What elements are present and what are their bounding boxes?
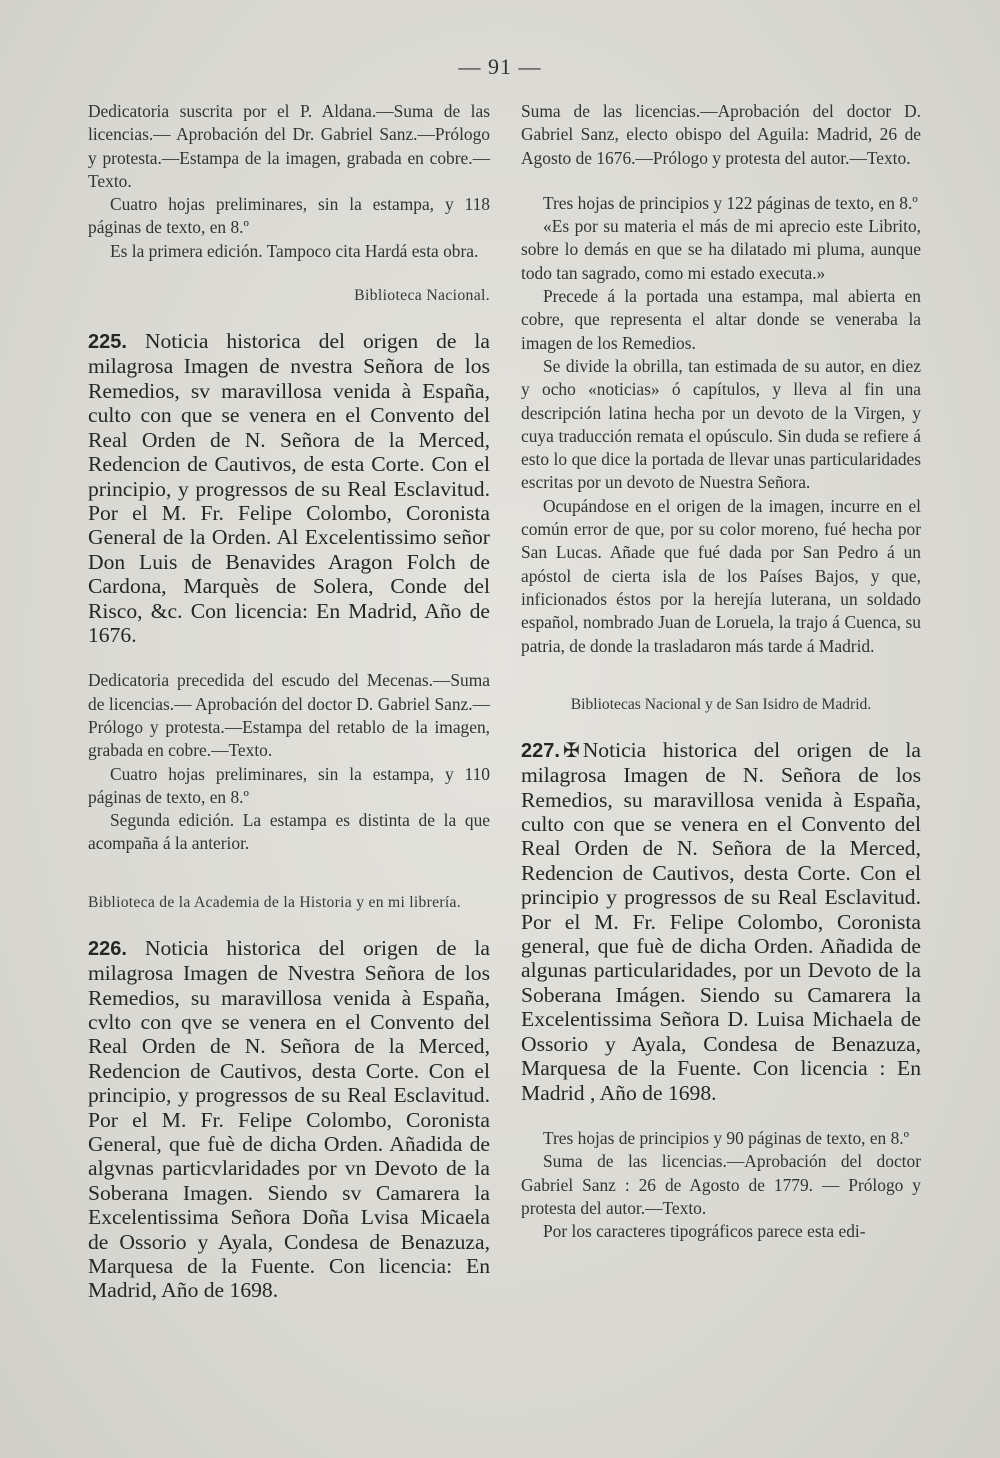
entry-225-title [88, 329, 490, 647]
description-paragraph: Por los caracteres tipográficos parece esta edi- [543, 1221, 866, 1242]
library-location: Biblioteca Nacional. [354, 287, 490, 305]
page-number: — 91 — [458, 54, 542, 79]
entry-title-text: Noticia historica del origen de la milagrosa Imagen de Nvestra Señora de los Remedios, su maravillosa venida à España, cvlto con qve se venera en el Convento del Real Orden de N. Señora de la Merced, Redencion de Cautivos, desta Corte. Con el principio, y progressos de su Real Esclavitud. Por el M. Fr. Felipe Colombo, Coronista General, que fuè de dicha Orden. Añadida de algvnas particvlaridades por vn Devoto de la Soberana Imagen. Siendo sv Camarera la Excelentissima Señora Doña Lvisa Micaela de Ossorio y Ayala, Condesa de Benazuza, Marquesa de la Fuente. Con licencia: En Madrid, Año de 1698. [88, 935, 490, 1303]
entry-226-title [88, 936, 490, 1303]
description-paragraph: Es la primera edición. Tampoco cita Hardá esta obra. [110, 240, 479, 261]
description-paragraph: Segunda edición. La estampa es distinta de la que acompaña á la anterior. [88, 810, 490, 854]
description-paragraph: Precede á la portada una estampa, mal abierta en cobre, que representa el altar donde se veneraba la imagen de los Remedios. [521, 286, 921, 353]
entry-number: 225. [88, 331, 127, 354]
description-paragraph: Dedicatoria precedida del escudo del Mecenas.—Suma de licencias.— Aprobación del doctor D. Gabriel Sanz.—Prólogo y protesta.—Estampa del retablo de la imagen, grabada en cobre.—Texto. [88, 670, 490, 761]
description-paragraph: Tres hojas de principios y 90 páginas de texto, en 8.º [543, 1127, 910, 1148]
description-paragraph: Cuatro hojas preliminares, sin la estampa, y 118 páginas de texto, en 8.º [88, 194, 490, 238]
description-paragraph: Dedicatoria suscrita por el P. Aldana.—Suma de las licencias.— Aprobación del Dr. Gabriel Sanz.—Prólogo y protesta.—Estampa de la imagen, grabada en cobre.—Texto. [88, 101, 490, 191]
description-paragraph: Suma de las licencias.—Aprobación del doctor D. Gabriel Sanz, electo obispo del Aguila: Madrid, 26 de Agosto de 1676.—Prólogo y protesta del autor.—Texto. [521, 101, 921, 168]
left-column [88, 100, 490, 1303]
description-paragraph: Se divide la obrilla, tan estimada de su autor, en diez y ocho «noticias» ó capítulos, y lleva al fin una descripción latina hecha por un devoto de la Virgen, y cuya traducción remata el opúsculo. Sin duda se refiere á esto lo que dice la portada de llevar unas particularidades escritas por un devoto de Nuestra Señora. [521, 355, 921, 493]
description-paragraph: Ocupándose en el origen de la imagen, incurre en el común error de que, por su color moreno, fué hecha por San Lucas. Añade que fué dada por San Pedro á un apóstol de cierta isla de los Países Bajos, y que, inficionados éstos por la herejía luterana, un soldado español, nombrado Juan de Loruela, la trajo á Cuenca, su patria, de donde la trasladaron más tarde á Madrid. [521, 495, 921, 656]
description-paragraph: Cuatro hojas preliminares, sin la estampa, y 110 páginas de texto, en 8.º [88, 763, 490, 807]
entry-number: 226. [88, 937, 127, 960]
description-paragraph: Suma de las licencias.—Aprobación del doctor Gabriel Sanz : 26 de Agosto de 1779. — Prólogo y protesta del autor.—Texto. [521, 1151, 921, 1218]
entry-title-text: Noticia historica del origen de la milagrosa Imagen de N. Señora de los Remedios, su maravillosa venida à España, culto con que se venera en el Convento del Real Orden de N. Señora de la Merced, Redencion de Cautivos, desta Corte. Con el principio y progressos de su Real Esclavitud. Por el M. Fr. Felipe Colombo, Coronista general, que fuè de dicha Orden. Añadida de algunas particularidades, por un Devoto de la Soberana Imágen. Siendo su Camarera la Excelentissima Señora D. Luisa Michaela de Ossorio y Ayala, Condesa de Benazuza, Marquesa de la Fuente. Con licencia : En Madrid , Año de 1698. [521, 737, 921, 1105]
entry-number: 227. [521, 739, 560, 762]
entry-227-title [521, 738, 921, 1105]
description-paragraph: Tres hojas de principios y 122 páginas de texto, en 8.º [543, 192, 918, 213]
cross-icon: ✠ [562, 739, 580, 762]
right-column [521, 100, 921, 1243]
library-location: Biblioteca de la Academia de la Historia y en mi librería. [88, 893, 461, 911]
entry-title-text: Noticia historica del origen de la milagrosa Imagen de nvestra Señora de los Remedios, sv maravillosa venida à España, culto con que se venera en el Convento del Real Orden de N. Señora de la Merced, Redencion de Cautivos, de esta Corte. Con el principio, y progressos de su Real Esclavitud. Por el M. Fr. Felipe Colombo, Coronista General de la Orden. Al Excelentissimo señor Don Luis de Benavides Aragon Folch de Cardona, Marquès de Solera, Conde del Risco, &c. Con licencia: En Madrid, Año de 1676. [88, 329, 490, 647]
library-location: Bibliotecas Nacional y de San Isidro de Madrid. [570, 695, 872, 713]
quote-paragraph: «Es por su materia el más de mi aprecio este Librito, sobre lo demás en que se ha dilatado mi pluma, aunque todo tan sagrado, como mi estado executa.» [521, 216, 921, 283]
